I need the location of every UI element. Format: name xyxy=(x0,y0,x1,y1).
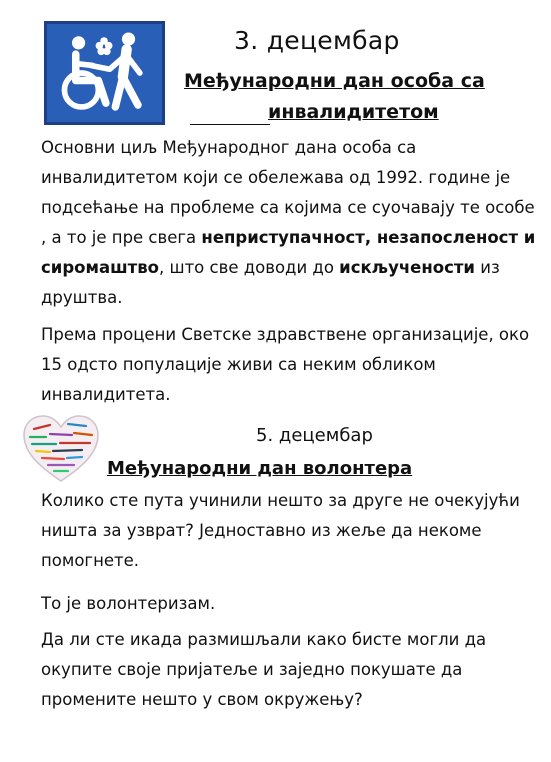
volunteer-word-heart-icon xyxy=(20,413,102,485)
bold-text: неприступачност, незапосленост и сиромаштво xyxy=(41,228,536,277)
paragraph-text: , што све доводи до xyxy=(158,258,340,277)
section2-paragraph1: Колико сте пута учинили нешто за друге не очекујући ништа за узврат? Једноставно из жеље да некоме помогнете. xyxy=(41,491,520,570)
section1-date: 3. децембар xyxy=(234,26,400,55)
disability-wheelchair-assistant-icon xyxy=(44,21,165,125)
section1-paragraph1 xyxy=(41,133,536,313)
section2-date: 5. децембар xyxy=(256,425,373,446)
section1-title-line1: Међународни дан особа са xyxy=(184,70,485,92)
section2-title: Међународни дан волонтера xyxy=(107,458,413,479)
section2-paragraph3: Да ли сте икада размишљали како бисте могли да окупите своје пријатеље и заједно покушате да промените нешто у свом окружењу? xyxy=(41,630,487,709)
bold-text: искључености xyxy=(339,258,475,277)
paragraph-text: Основни циљ Међународног дана особа са инвалидитетом који се обележава од 1992. године је подсећање на проблеме са којима се суочавају те особе , а то је пре свега xyxy=(41,138,535,247)
paragraph-text: из друштва. xyxy=(41,258,500,307)
section1-title-line2: инвалидитетом xyxy=(268,101,439,123)
section2-paragraph2: То је волонтеризам. xyxy=(41,594,216,613)
section1-paragraph2: Према процени Светске здравствене организације, око 15 одсто популације живи са неким обликом инвалидитета. xyxy=(41,325,530,404)
title-underline-spacer xyxy=(190,124,270,125)
